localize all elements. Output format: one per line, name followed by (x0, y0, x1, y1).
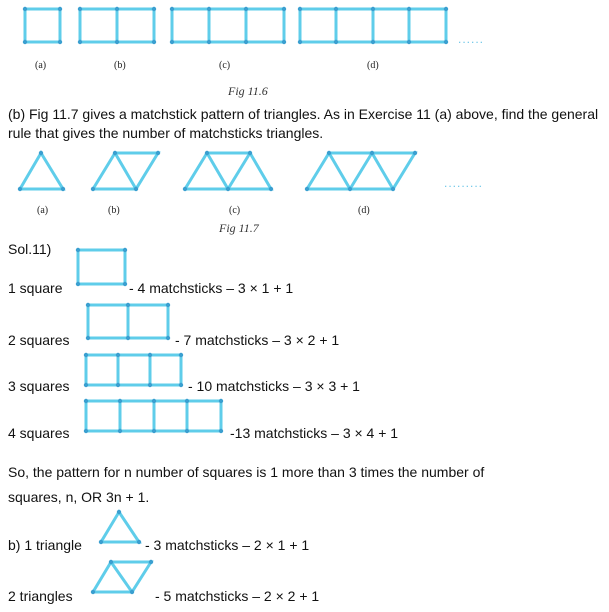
square-pattern-d (298, 7, 448, 44)
fig-11-7-caption-d: (d) (358, 205, 370, 216)
square-row-2-label: 2 squares (8, 332, 70, 348)
part-b-text: (b) Fig 11.7 gives a matchstick pattern of triangles. As in Exercise 11 (a) above, find the general rule that gives the number of matchsticks triangles. (8, 106, 599, 141)
triangle-diagram-2 (88, 558, 158, 598)
fig-11-7-continuation: ......... (444, 176, 484, 190)
square-diagram-4 (82, 395, 228, 437)
square-row-3-label: 3 squares (8, 378, 70, 394)
fig-11-6-continuation: ...... (458, 32, 485, 46)
fig-11-7-caption-c: (c) (229, 205, 241, 216)
fig-11-6-caption-d: (d) (367, 60, 379, 71)
square-row-2-result: - 7 matchsticks – 3 × 2 + 1 (175, 332, 340, 348)
square-row-3-result: - 10 matchsticks – 3 × 3 + 1 (188, 378, 360, 394)
fig-11-6-caption-b: (b) (114, 60, 126, 71)
triangle-row-2-label: 2 triangles (8, 588, 73, 604)
fig-11-7-caption-a: (a) (37, 205, 49, 216)
square-diagram-1 (74, 244, 134, 290)
triangle-row-2-result: - 5 matchsticks – 2 × 2 + 1 (155, 588, 320, 604)
pattern-statement-line-1: So, the pattern for n number of squares is 1 more than 3 times the number of (8, 464, 485, 480)
fig-11-7-caption-b: (b) (108, 205, 120, 216)
square-pattern-b (78, 7, 156, 44)
triangle-diagram-1 (96, 508, 146, 548)
triangle-pattern-c (183, 151, 273, 191)
solution-heading: Sol.11) (8, 241, 52, 257)
square-pattern-c (170, 7, 286, 44)
square-row-1-label: 1 square (8, 280, 63, 296)
square-diagram-2 (84, 298, 174, 344)
pattern-statement-line-2: squares, n, OR 3n + 1. (8, 489, 150, 505)
fig-11-6-caption-a: (a) (35, 60, 47, 71)
triangle-pattern-a (18, 151, 65, 191)
square-row-4-label: 4 squares (8, 425, 70, 441)
triangle-pattern-d (305, 151, 417, 191)
fig-11-7-triangles (0, 145, 609, 195)
square-row-4-result: -13 matchsticks – 3 × 4 + 1 (230, 425, 399, 441)
fig-11-6-squares (0, 0, 609, 60)
square-diagram-3 (82, 350, 188, 392)
fig-11-6-caption-c: (c) (219, 60, 231, 71)
triangle-row-1-result: - 3 matchsticks – 2 × 1 + 1 (145, 537, 310, 553)
triangle-pattern-b (91, 151, 160, 191)
square-pattern-a (23, 7, 62, 44)
square-row-1-result: - 4 matchsticks – 3 × 1 + 1 (129, 280, 294, 296)
fig-11-7-title: Fig 11.7 (219, 221, 259, 235)
triangle-row-1-label: b) 1 triangle (8, 537, 82, 553)
fig-11-6-title: Fig 11.6 (228, 84, 268, 98)
